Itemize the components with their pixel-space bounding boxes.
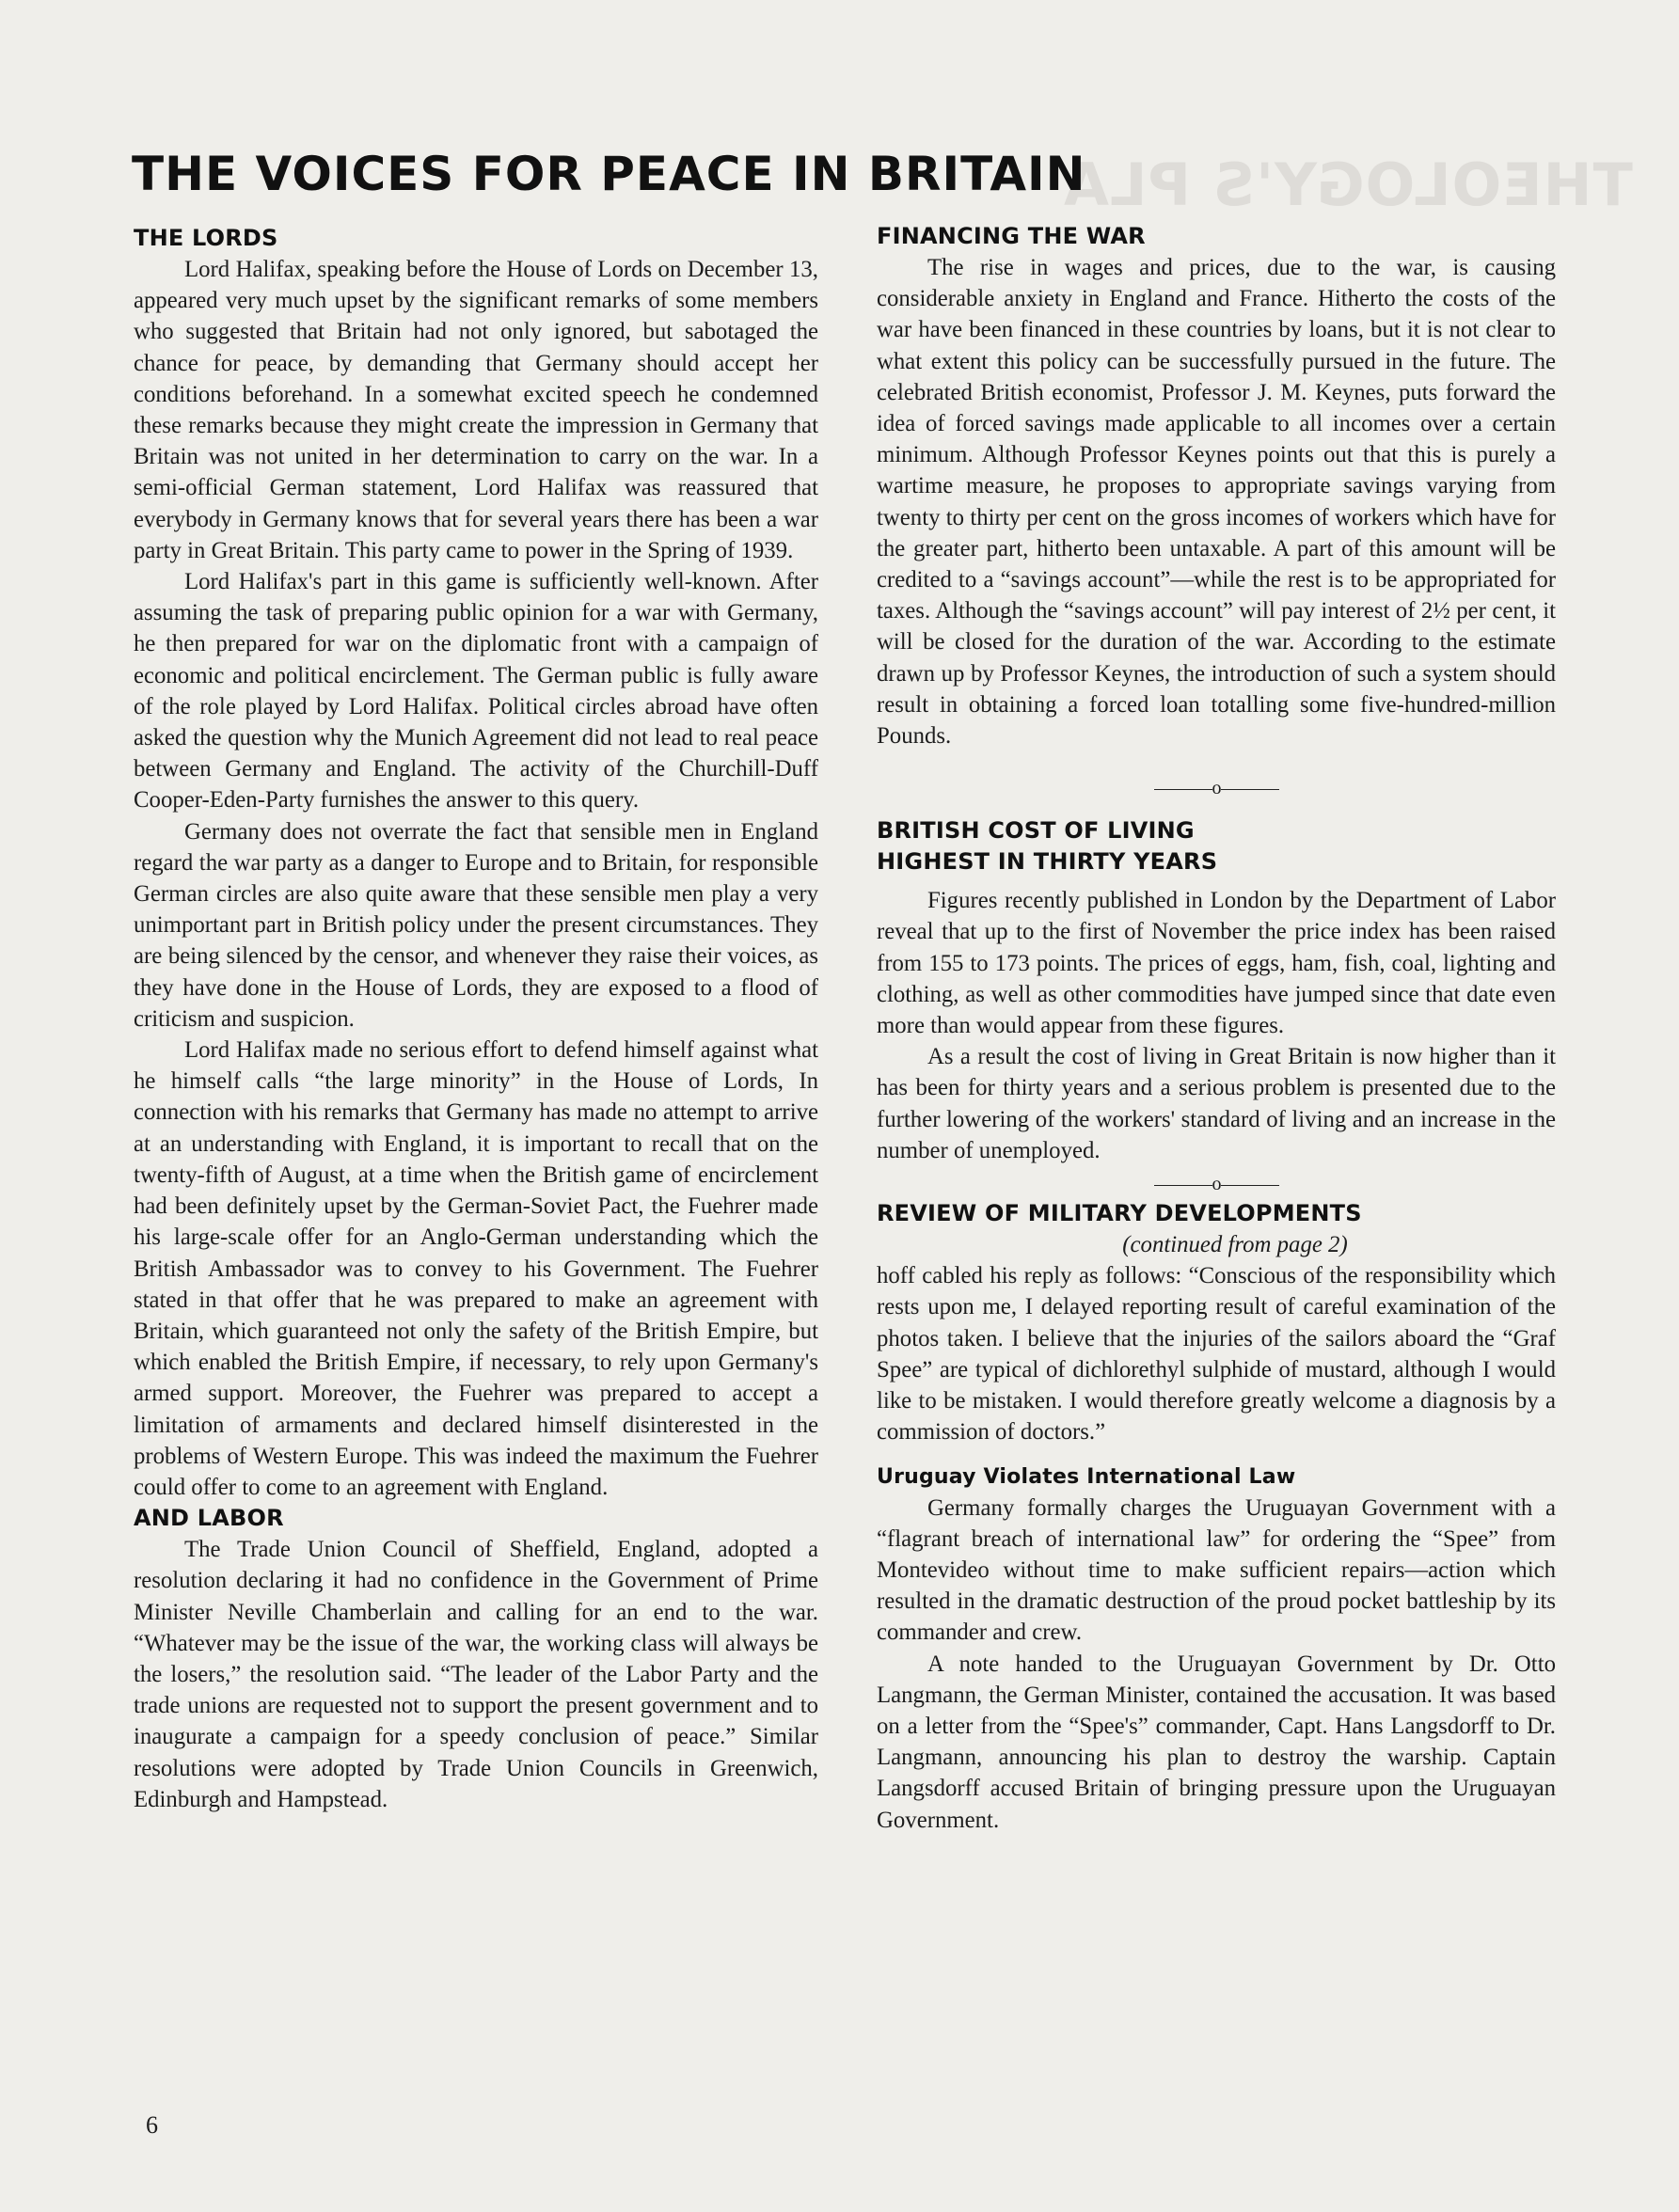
continued-note: (continued from page 2) <box>1122 1232 1348 1258</box>
separator-ornament: o <box>1212 778 1221 799</box>
section-separator <box>877 774 1556 802</box>
page-title: THE VOICES FOR PEACE IN BRITAIN <box>132 147 1086 201</box>
section-heading: AND LABOR <box>134 1505 284 1532</box>
section-cost-of-living <box>877 815 1556 1166</box>
section-heading: REVIEW OF MILITARY DEVELOPMENTS <box>877 1200 1362 1227</box>
paragraph: hoff cabled his reply as follows: “Conscious of the responsibility which rests upon me, I delayed reporting result of careful examination of the photos taken. I believe that the injuries of the sailors aboard the “Graf Spee” are typical of dichlorethyl sulphide of mustard, although I would like to be mistaken. I would therefore greatly welcome a diagnosis by a commission of doctors.” <box>877 1263 1556 1446</box>
page-number: 6 <box>146 2111 158 2139</box>
separator-ornament: o <box>1212 1174 1221 1195</box>
section-and-labor <box>134 1503 818 1815</box>
section-the-lords <box>134 223 818 1503</box>
subsection-heading: Uruguay Violates International Law <box>877 1464 1296 1489</box>
show-through-title: THEOLOGY'S PLA <box>1063 150 1633 219</box>
section-heading: THE LORDS <box>134 225 278 251</box>
paragraph: The rise in wages and prices, due to the war, is causing considerable anxiety in England and France. Hitherto the costs of the war have been financed in these countries by loans, but it is not clear to what extent this policy can be successfully pursued in the future. The celebrated British economist, Professor J. M. Keynes, puts forward the idea of forced savings made applicable to all incomes over a certain minimum. Although Professor Keynes points out that this is purely a wartime measure, he proposes to appropriate savings varying from twenty to thirty per cent on the gross incomes of workers which have for the greater part, hitherto been untaxable. A part of this amount will be credited to a “savings account”—while the rest is to be appropriated for taxes. Although the “savings account” will pay interest of 2½ per cent, it will be closed for the duration of the war. According to the estimate drawn up by Professor Keynes, the introduction of such a system should result in obtaining a forced loan totalling some five-hundred-million Pounds. <box>877 255 1556 750</box>
separator-rule <box>1221 789 1279 790</box>
section-military-developments <box>877 1198 1556 1447</box>
paragraph: Germany formally charges the Uruguayan Government with a “flagrant breach of international law” for ordering the “Spee” from Montevideo without time to make sufficient repairs—action which resulted in the dramatic destruction of the proud pocket battleship by its commander and crew. <box>877 1494 1556 1646</box>
section-separator <box>877 1170 1556 1198</box>
section-heading: BRITISH COST OF LIVING <box>877 817 1195 845</box>
separator-rule <box>1221 1185 1279 1186</box>
section-heading: HIGHEST IN THIRTY YEARS <box>877 848 1218 876</box>
separator-rule <box>1154 789 1212 790</box>
paragraph: Lord Halifax's part in this game is sufficiently well-known. After assuming the task of preparing public opinion for a war with Germany, he then prepared for war on the diplomatic front with a campaign of economic and political encirclement. The German public is fully aware of the role played by Lord Halifax. Political circles abroad have often asked the question why the Munich Agreement did not lead to real peace between Germany and England. The activity of the Churchill-Duff Cooper-Eden-Party furnishes the answer to this query. <box>134 569 818 814</box>
paragraph: Lord Halifax made no serious effort to defend himself against what he himself calls “the large minority” in the House of Lords, In connection with his remarks that Germany has made no attempt to arrive at an understanding with England, it is important to recall that on the twenty-fifth of August, at a time when the British game of encirclement had been definitely upset by the German-Soviet Pact, the Fuehrer made his large-scale offer for an Anglo-German understanding which the British Ambassador was to convey to his Government. The Fuehrer stated in that offer that he was prepared to make an agreement with Britain, which guaranteed not only the safety of the British Empire, but which enabled the British Empire, if necessary, to rely upon Germany's armed support. Moreover, the Fuehrer was prepared to accept a limitation of armaments and declared himself disinterested in the problems of Western Europe. This was indeed the maximum the Fuehrer could offer to come to an agreement with England. <box>134 1037 818 1500</box>
paragraph: The Trade Union Council of Sheffield, England, adopted a resolution declaring it had no confidence in the Government of Prime Minister Neville Chamberlain and calling for an end to the war. “Whatever may be the issue of the war, the working class will always be the losers,” the resolution said. “The leader of the Labor Party and the trade unions are requested not to support the present government and to inaugurate a campaign for a speedy conclusion of peace.” Similar resolutions were adopted by Trade Union Councils in Greenwich, Edinburgh and Hampstead. <box>134 1537 818 1812</box>
paragraph: As a result the cost of living in Great Britain is now higher than it has been for thirty years and a serious problem is presented due to the further lowering of the workers' standard of living and an increase in the number of unemployed. <box>877 1044 1556 1163</box>
separator-rule <box>1154 1185 1212 1186</box>
paragraph: Germany does not overrate the fact that sensible men in England regard the war party as a danger to Europe and to Britain, for responsible German circles are also quite aware that these sensible men play a very unimportant part in British policy under the present circumstances. They are being silenced by the censor, and whenever they raise their voices, as they have done in the House of Lords, they are exposed to a flood of criticism and suspicion. <box>134 818 818 1032</box>
left-column <box>134 223 818 1815</box>
section-financing-the-war <box>877 221 1556 751</box>
paragraph: Figures recently published in London by the Department of Labor reveal that up to the first of November the price index has been raised from 155 to 173 points. The prices of eggs, ham, fish, coal, lighting and clothing, as well as other commodities have jumped since that date even more than would appear from these figures. <box>877 888 1556 1039</box>
paragraph: A note handed to the Uruguayan Government by Dr. Otto Langmann, the German Minister, contained the accusation. It was based on a letter from the “Spee's” commander, Capt. Hans Langsdorff to Dr. Langmann, announcing his plan to destroy the warship. Captain Langsdorff accused Britain of bringing pressure upon the Uruguayan Government. <box>877 1651 1556 1833</box>
section-uruguay <box>877 1462 1556 1836</box>
paragraph: Lord Halifax, speaking before the House of Lords on December 13, appeared very much upset by the significant remarks of some members who suggested that Britain had not only ignored, but sabotaged the chance for peace, by demanding that Germany should accept her conditions beforehand. In a somewhat excited speech he condemned these remarks because they might create the impression in Germany that Britain was not united in her determination to carry on the war. In a semi-official German statement, Lord Halifax was reassured that everybody in Germany knows that for several years there has been a war party in Great Britain. This party came to power in the Spring of 1939. <box>134 257 818 563</box>
section-heading: FINANCING THE WAR <box>877 223 1146 249</box>
right-column <box>877 221 1556 1836</box>
